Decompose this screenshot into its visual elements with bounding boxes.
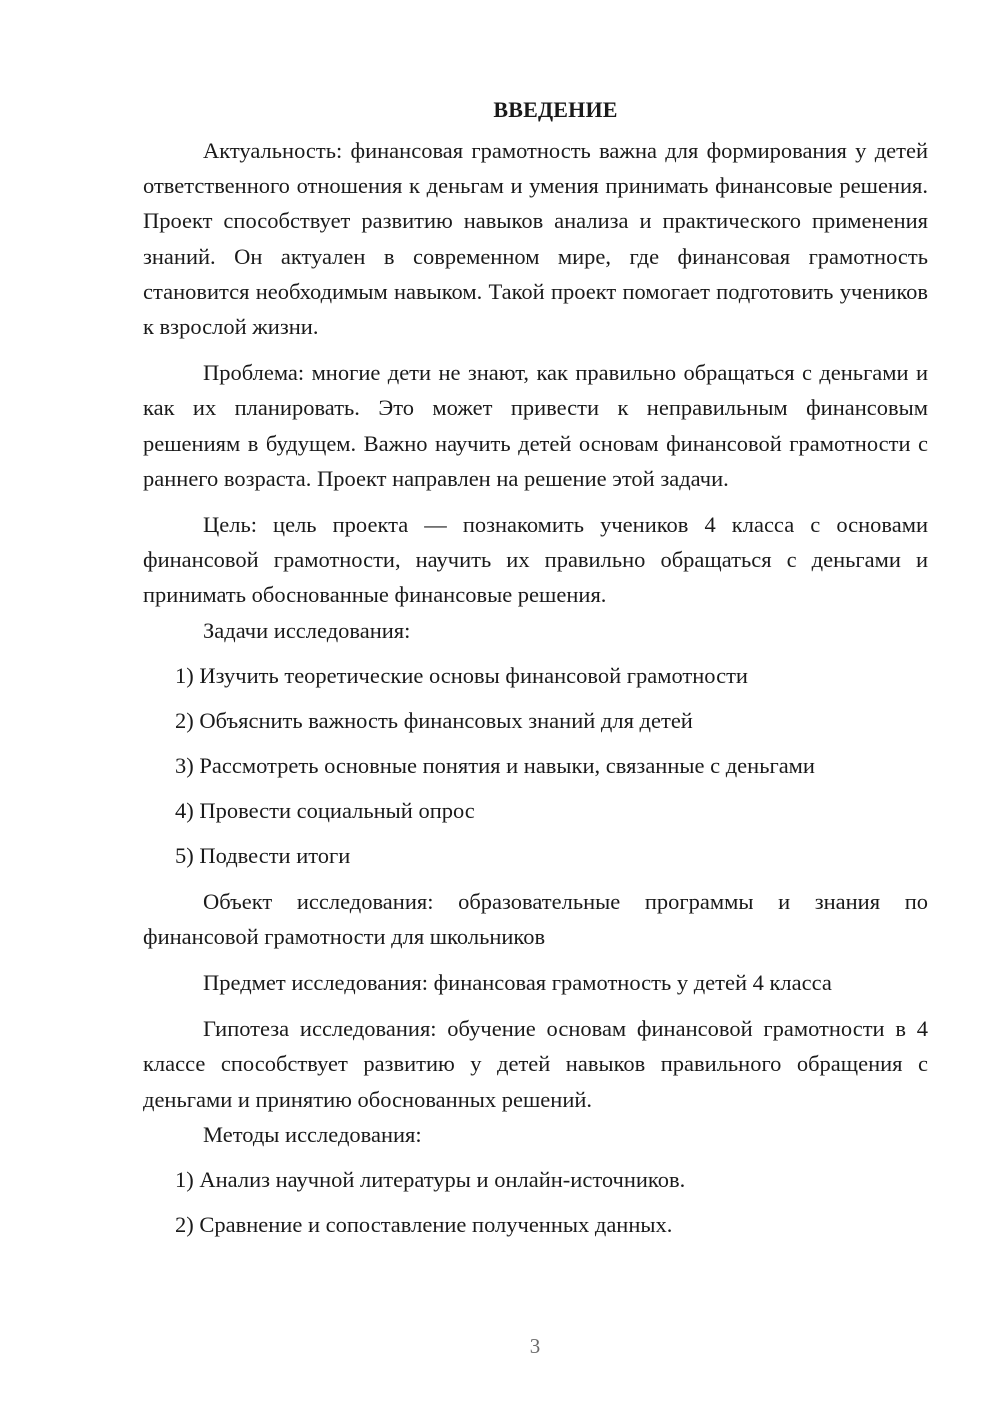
page-number: 3 bbox=[529, 1334, 541, 1358]
task-item: 4) Провести социальный опрос bbox=[175, 797, 475, 823]
task-item: 2) Объяснить важность финансовых знаний для детей bbox=[175, 707, 693, 733]
subject-paragraph: Предмет исследования: финансовая грамотность у детей 4 класса bbox=[203, 970, 832, 996]
tasks-label: Задачи исследования: bbox=[203, 617, 411, 643]
methods-list bbox=[143, 1162, 928, 1242]
goal-paragraph: Цель: цель проекта — познакомить учеников 4 класса с основами финансовой грамотности, научить их правильно обращаться с деньгами и принимать обоснованные финансовые решения. bbox=[143, 512, 928, 608]
section-title: ВВЕДЕНИЕ bbox=[493, 97, 618, 122]
methods-label: Методы исследования: bbox=[203, 1121, 422, 1147]
tasks-list bbox=[143, 658, 928, 873]
page-content bbox=[143, 92, 928, 1242]
task-item: 1) Изучить теоретические основы финансовой грамотности bbox=[175, 662, 748, 688]
hypothesis-paragraph: Гипотеза исследования: обучение основам финансовой грамотности в 4 классе способствует развитию у детей навыков правильного обращения с деньгами и принятию обоснованных решений. bbox=[143, 1016, 928, 1112]
task-item: 3) Рассмотреть основные понятия и навыки, связанные с деньгами bbox=[175, 752, 815, 778]
object-paragraph: Объект исследования: образовательные программы и знания по финансовой грамотности для школьников bbox=[143, 888, 928, 949]
method-item: 2) Сравнение и сопоставление полученных данных. bbox=[175, 1211, 673, 1237]
task-item: 5) Подвести итоги bbox=[175, 842, 351, 868]
problem-paragraph: Проблема: многие дети не знают, как правильно обращаться с деньгами и как их планировать. Это может привести к неправильным финансовым решениям в будущем. Важно научить детей основам финансовой грамотности с раннего возраста. Проект направлен на решение этой задачи. bbox=[143, 360, 928, 491]
relevance-paragraph: Актуальность: финансовая грамотность важна для формирования у детей ответственного отношения к деньгам и умения принимать финансовые решения. Проект способствует развитию навыков анализа и практического применения знаний. Он актуален в современном мире, где финансовая грамотность становится необходимым навыком. Такой проект помогает подготовить учеников к взрослой жизни. bbox=[143, 138, 928, 340]
method-item: 1) Анализ научной литературы и онлайн-источников. bbox=[175, 1166, 686, 1192]
